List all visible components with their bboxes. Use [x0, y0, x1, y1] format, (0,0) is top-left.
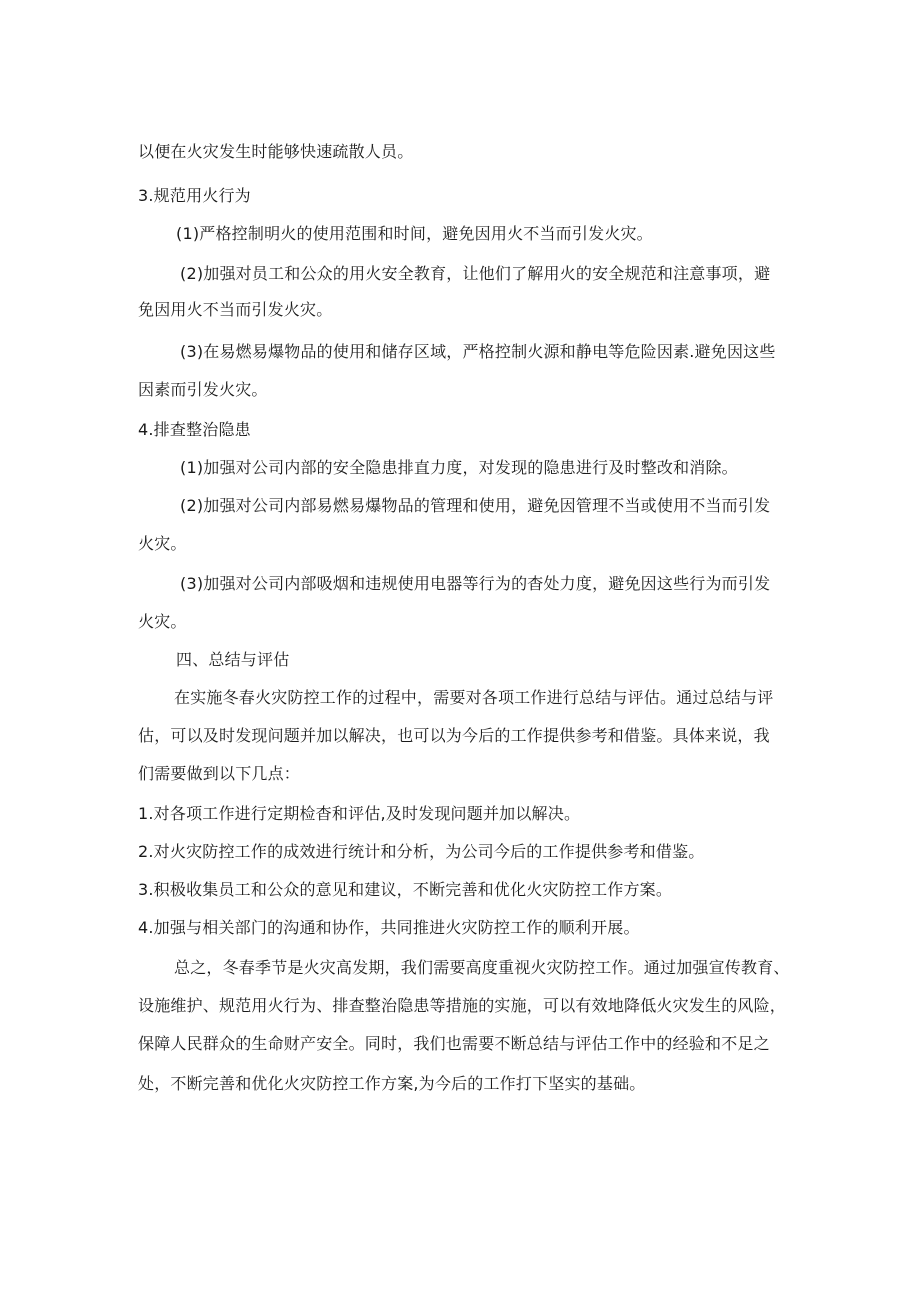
paragraph-line: 保障人民群众的生命财产安全。同时，我们也需要不断总结与评估工作中的经验和不足之	[138, 1034, 770, 1053]
list-item-line: (2)加强对公司内部易燃易爆物品的管理和使用，避免因管理不当或使用不当而引发	[180, 496, 771, 515]
numbered-item: 1.对各项工作进行定期检杳和评估,及时发现问题并加以解决。	[138, 804, 581, 823]
list-item-line: (2)加强对员工和公众的用火安全教育，让他们了解用火的安全规范和注意事项，避	[180, 264, 771, 283]
paragraph-line: 们需要做到以下几点：	[138, 764, 301, 783]
section-heading-3: 3.规范用火行为	[138, 186, 251, 205]
numbered-item: 4.加强与相关部门的沟通和协作，共同推进火灾防控工作的顺利开展。	[138, 918, 640, 937]
paragraph-line: 在实施冬春火灾防控工作的过程中，需要对各项工作进行总结与评估。通过总结与评	[174, 688, 774, 707]
numbered-item: 2.对火灾防控工作的成效进行统计和分析，为公司今后的工作提供参考和借鉴。	[138, 842, 705, 861]
list-item-line: (3)在易燃易爆物品的使用和储存区域，严格控制火源和静电等危险因素.避免因这些	[180, 342, 776, 361]
list-item-continuation: 免因用火不当而引发火灾。	[138, 300, 333, 319]
paragraph-line: 估，可以及时发现问题并加以解决，也可以为今后的工作提供参考和借鉴。具体来说，我	[138, 726, 770, 745]
paragraph-line: 设施维护、规范用火行为、排查整治隐患等措施的实施，可以有效地降低火灾发生的风险，	[138, 996, 787, 1015]
numbered-item: 3.积极收集员工和公众的意见和建议，不断完善和优化火灾防控工作方案。	[138, 880, 673, 899]
paragraph-line: 总之，冬春季节是火灾高发期，我们需要高度重视火灾防控工作。通过加强宣传教育、	[174, 958, 790, 977]
list-item-line: (1)加强对公司内部的安全隐患排直力度，对发现的隐患进行及时整改和消除。	[180, 458, 738, 477]
list-item-line: (3)加强对公司内部吸烟和违规使用电器等行为的杳处力度，避免因这些行为而引发	[180, 574, 771, 593]
list-item-continuation: 火灾。	[138, 612, 187, 631]
list-item-continuation: 因素而引发火灾。	[138, 380, 268, 399]
list-item-continuation: 火灾。	[138, 534, 187, 553]
paragraph-line: 以便在火灾发生时能够快速疏散人员。	[138, 142, 414, 161]
chapter-heading: 四、总结与评估	[176, 650, 290, 669]
paragraph-line: 处，不断完善和优化火灾防控工作方案,为今后的工作打下坚实的基础。	[138, 1074, 646, 1093]
section-heading-4: 4.排查整治隐患	[138, 420, 251, 439]
list-item-line: (1)严格控制明火的使用范围和时间，避免因用火不当而引发火灾。	[176, 224, 653, 243]
